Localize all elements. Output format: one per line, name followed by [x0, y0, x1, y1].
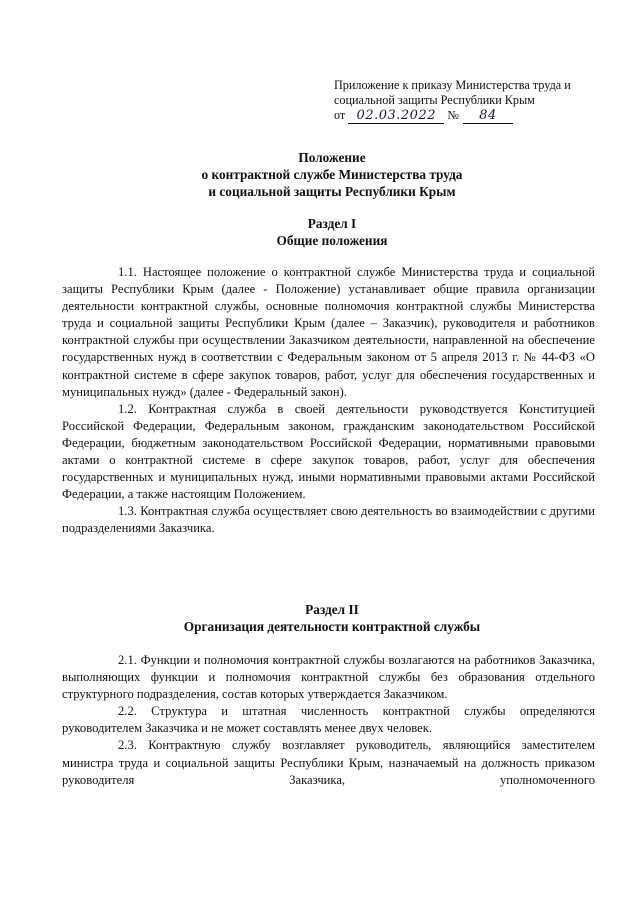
- paragraph-2-3: 2.3. Контрактную службу возглавляет руководитель, являющийся заместителем министра труда и социальной защиты Республики Крым, назначаемый на должность приказом руководителя Заказчика, уполномоченного: [62, 738, 595, 787]
- paragraph-2-2: 2.2. Структура и штатная численность контрактной службы определяются руководителем Заказчика и не может составлять менее двух человек.: [62, 704, 595, 736]
- section-2-body: [62, 652, 595, 789]
- number-prefix: №: [447, 108, 459, 122]
- appendix-line-1: Приложение к приказу Министерства труда и: [334, 78, 571, 92]
- section-1-heading: [60, 215, 604, 249]
- date-value: 02.03.2022: [348, 108, 444, 124]
- paragraph-1-3: 1.3. Контрактная служба осуществляет свою деятельность во взаимодействии с другими подразделениями Заказчика.: [62, 504, 595, 536]
- section-1-body: [62, 264, 595, 538]
- appendix-line-2: социальной защиты Республики Крым: [334, 93, 535, 107]
- title-line-1: Положение: [298, 150, 366, 165]
- section-2-label: Раздел II: [305, 602, 359, 617]
- number-value: 84: [463, 108, 513, 124]
- title-line-2: о контрактной службе Министерства труда: [201, 167, 463, 182]
- title-line-3: и социальной защиты Республики Крым: [208, 184, 456, 199]
- section-2-title: Организация деятельности контрактной службы: [183, 619, 481, 634]
- appendix-block: [334, 78, 630, 125]
- section-1-label: Раздел I: [307, 216, 357, 231]
- paragraph-1-1: 1.1. Настоящее положение о контрактной службе Министерства труда и социальной защиты Республики Крым (далее - Положение) устанавливает общие правила организации деятельности контрактной службы, основные полномочия контрактной службы Министерства труда и социальной защиты Республики Крым (далее – Заказчик), руководителя и работников контрактной службы при осуществлении Заказчиком деятельности, направленной на обеспечение государственных нужд в соответствии с Федеральным законом от 5 апреля 2013 г. № 44-ФЗ «О контрактной системе в сфере закупок товаров, работ, услуг для обеспечения государственных и муниципальных нужд» (далее - Федеральный закон).: [62, 265, 595, 399]
- section-2-heading: [60, 601, 604, 635]
- document-title: [60, 149, 604, 200]
- date-prefix: от: [334, 108, 346, 122]
- paragraph-1-2: 1.2. Контрактная служба в своей деятельности руководствуется Конституцией Российской Федерации, Федеральным законом, гражданским законодательством Российской Федерации, бюджетным законодательством Российской Федерации, нормативными правовыми актами о контрактной системе в сфере закупок товаров, работ, услуг для обеспечения государственных и муниципальных нужд, иными нормативными правовыми актами Российской Федерации, а также настоящим Положением.: [62, 401, 595, 502]
- appendix-date-line: [334, 108, 630, 125]
- paragraph-2-1: 2.1. Функции и полномочия контрактной службы возлагаются на работников Заказчика, выполняющих функции и полномочия контрактной службы без образования отдельного структурного подразделения, состав которых утверждается Заказчиком.: [62, 653, 595, 702]
- section-1-title: Общие положения: [276, 233, 388, 248]
